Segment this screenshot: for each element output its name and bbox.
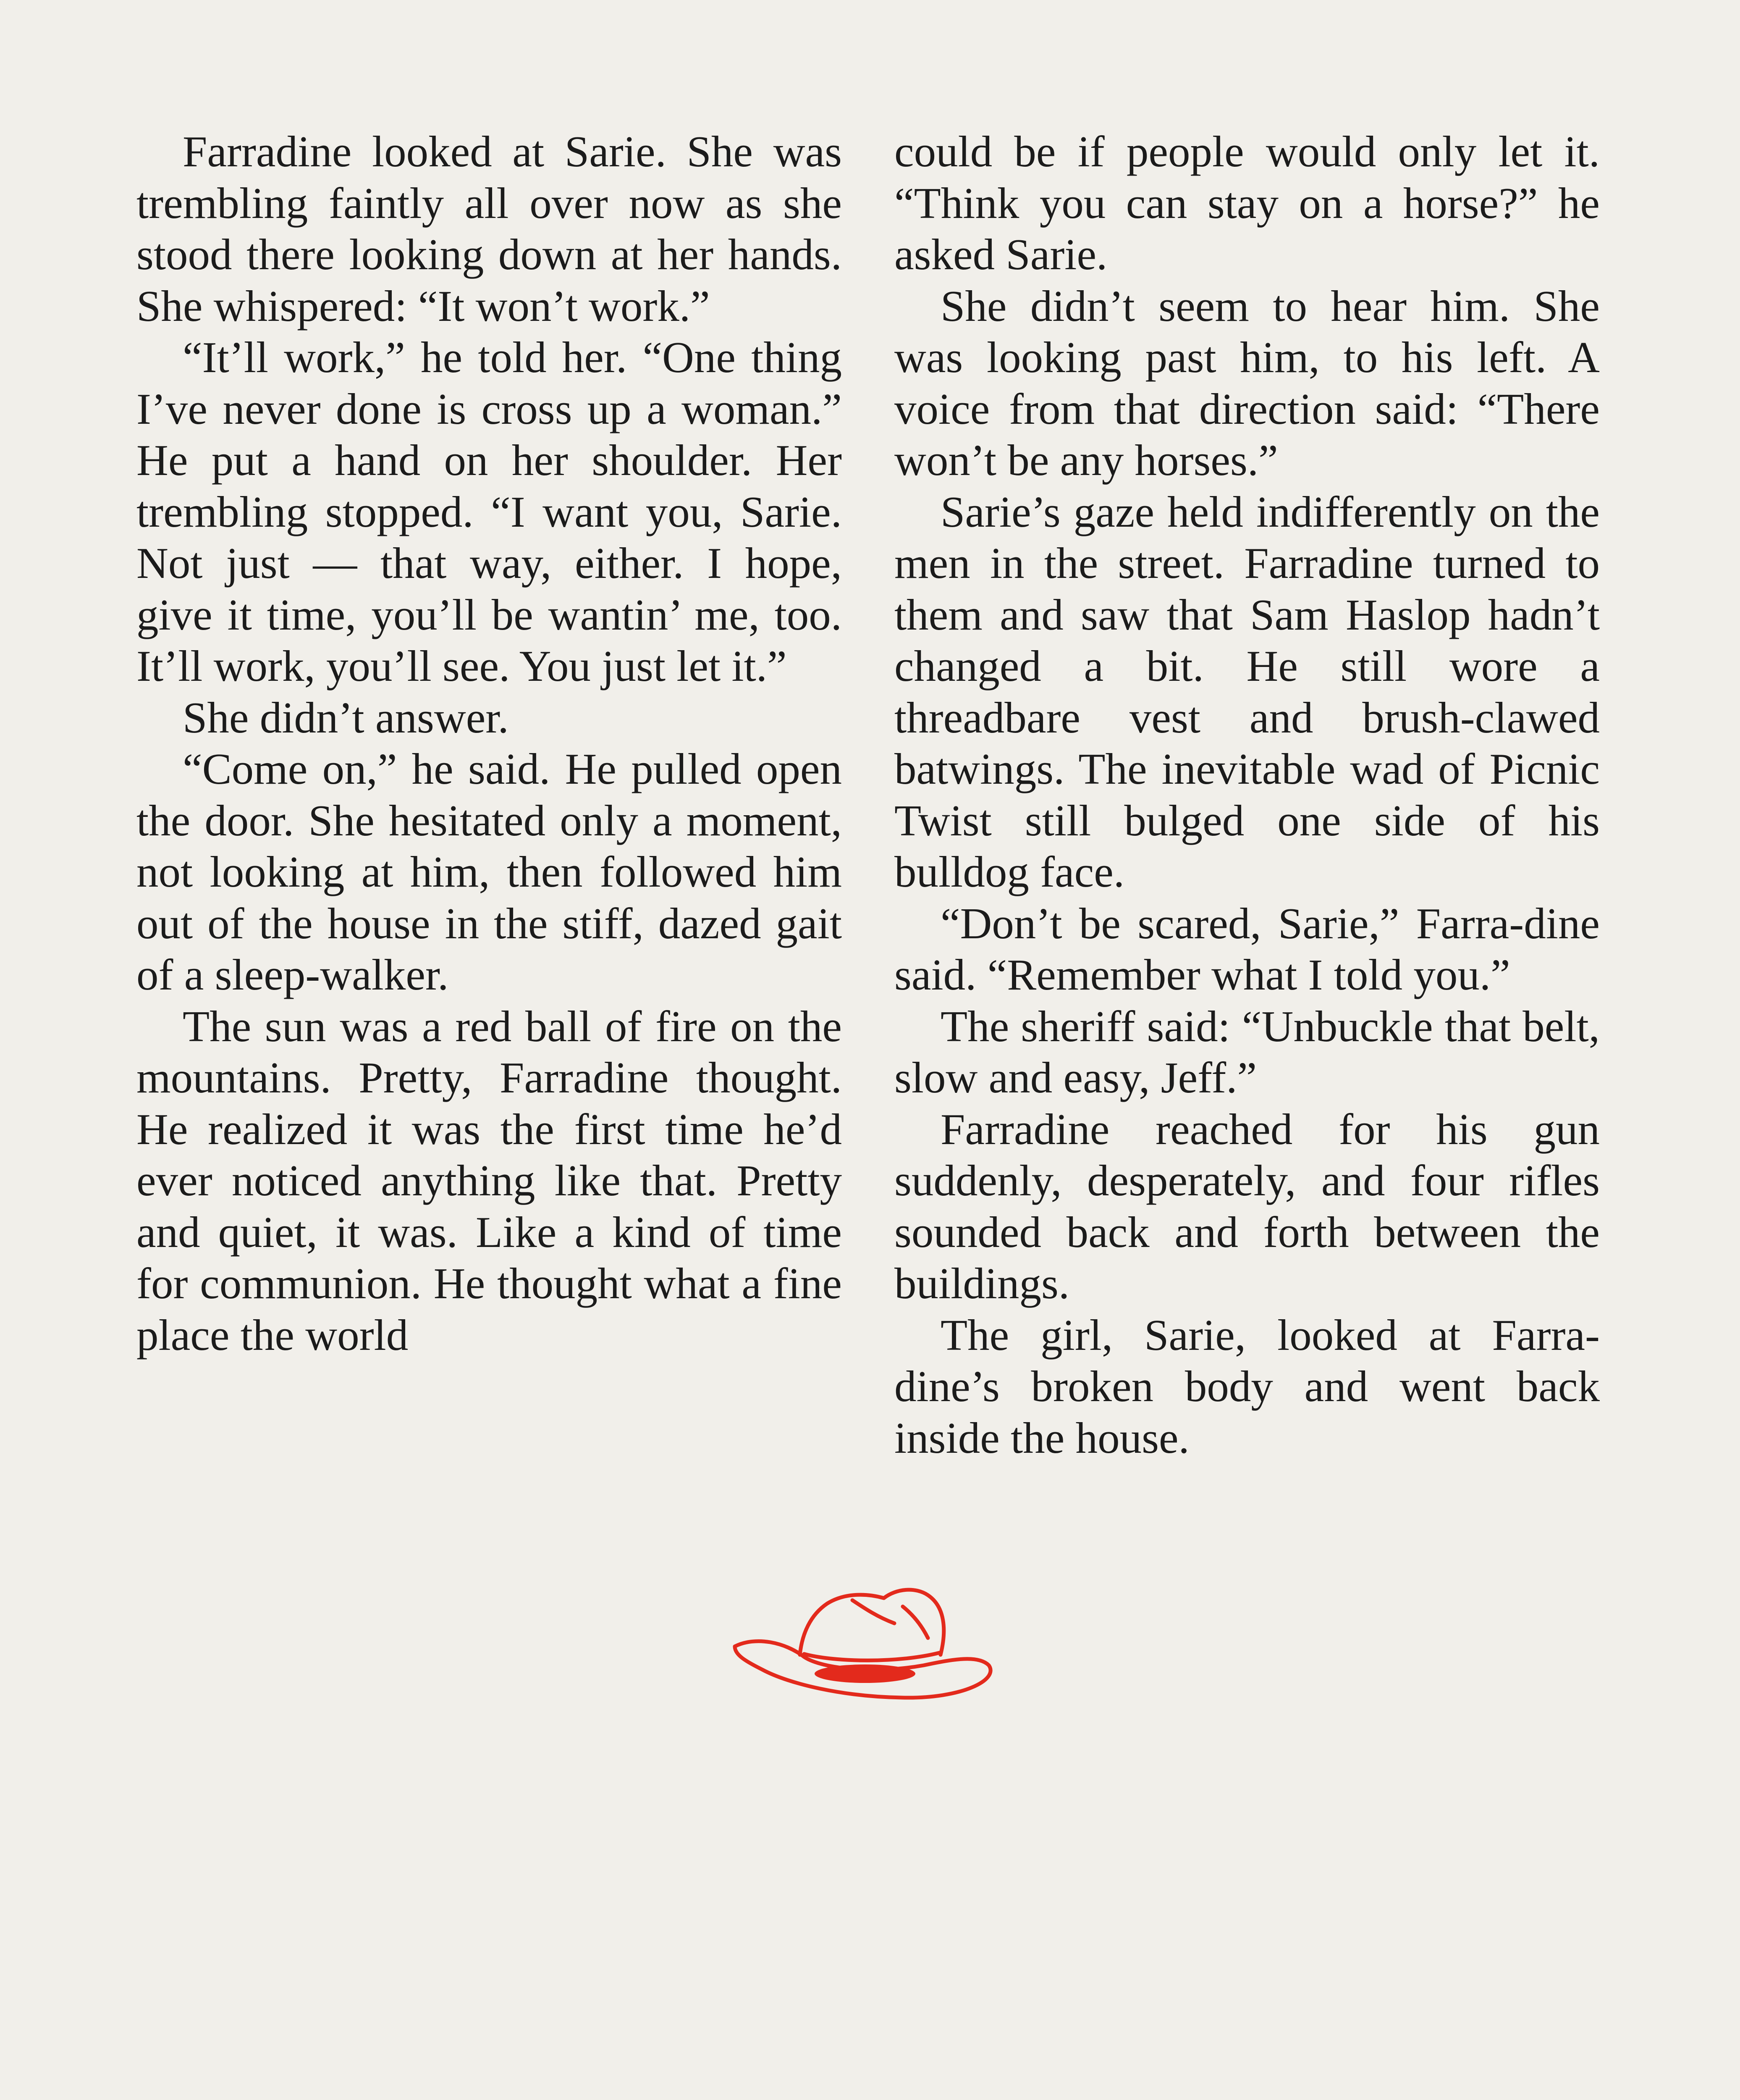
paragraph: Farradine looked at Sarie. She was trembling faintly all over now as she stood there looking down at her hands. She whispered: “It won’t work.” (136, 127, 842, 331)
paragraph-continued: could be if people would only let it. “Think you can stay on a horse?” he asked Sarie. (894, 127, 1600, 279)
paragraph: Farradine reached for his gun suddenly, desperately, and four rifles sounded back and forth between the buildings. (894, 1104, 1600, 1308)
paragraph: She didn’t seem to hear him. She was looking past him, to his left. A voice from that direction said: “There won’t be any horses.” (894, 281, 1600, 485)
right-text-column (894, 126, 1600, 1464)
paragraph: The girl, Sarie, looked at Farra-dine’s broken body and went back inside the house. (894, 1310, 1600, 1462)
paragraph: “Come on,” he said. He pulled open the door. She hesitated only a moment, not looking at him, then followed him out of the house in the stiff, dazed gait of a sleep-walker. (136, 744, 842, 999)
paragraph: The sun was a red ball of fire on the mountains. Pretty, Farradine thought. He realized it was the first time he’d ever noticed anything like that. Pretty and quiet, it was. Like a kind of time for communion. He thought what a fine place the world (136, 1001, 842, 1360)
paragraph: Sarie’s gaze held indifferently on the men in the street. Farradine turned to them and saw that Sam Haslop hadn’t changed a bit. He still wore a threadbare vest and brush-clawed batwings. The inevitable wad of Picnic Twist still bulged one side of his bulldog face. (894, 487, 1600, 896)
paragraph: The sheriff said: “Unbuckle that belt, slow and easy, Jeff.” (894, 1001, 1600, 1102)
paragraph: “Don’t be scared, Sarie,” Farra-dine said. “Remember what I told you.” (894, 898, 1600, 999)
paragraph: “It’ll work,” he told her. “One thing I’ve never done is cross up a woman.” He put a hand on her shoulder. Her trembling stopped. “I want you, Sarie. Not just — that way, either. I hope, give it time, you’ll be wantin’ me, too. It’ll work, you’ll see. You just let it.” (136, 333, 842, 690)
left-text-column (136, 126, 842, 1361)
cowboy-hat-icon (726, 1583, 1004, 1709)
paragraph: She didn’t answer. (183, 693, 509, 742)
